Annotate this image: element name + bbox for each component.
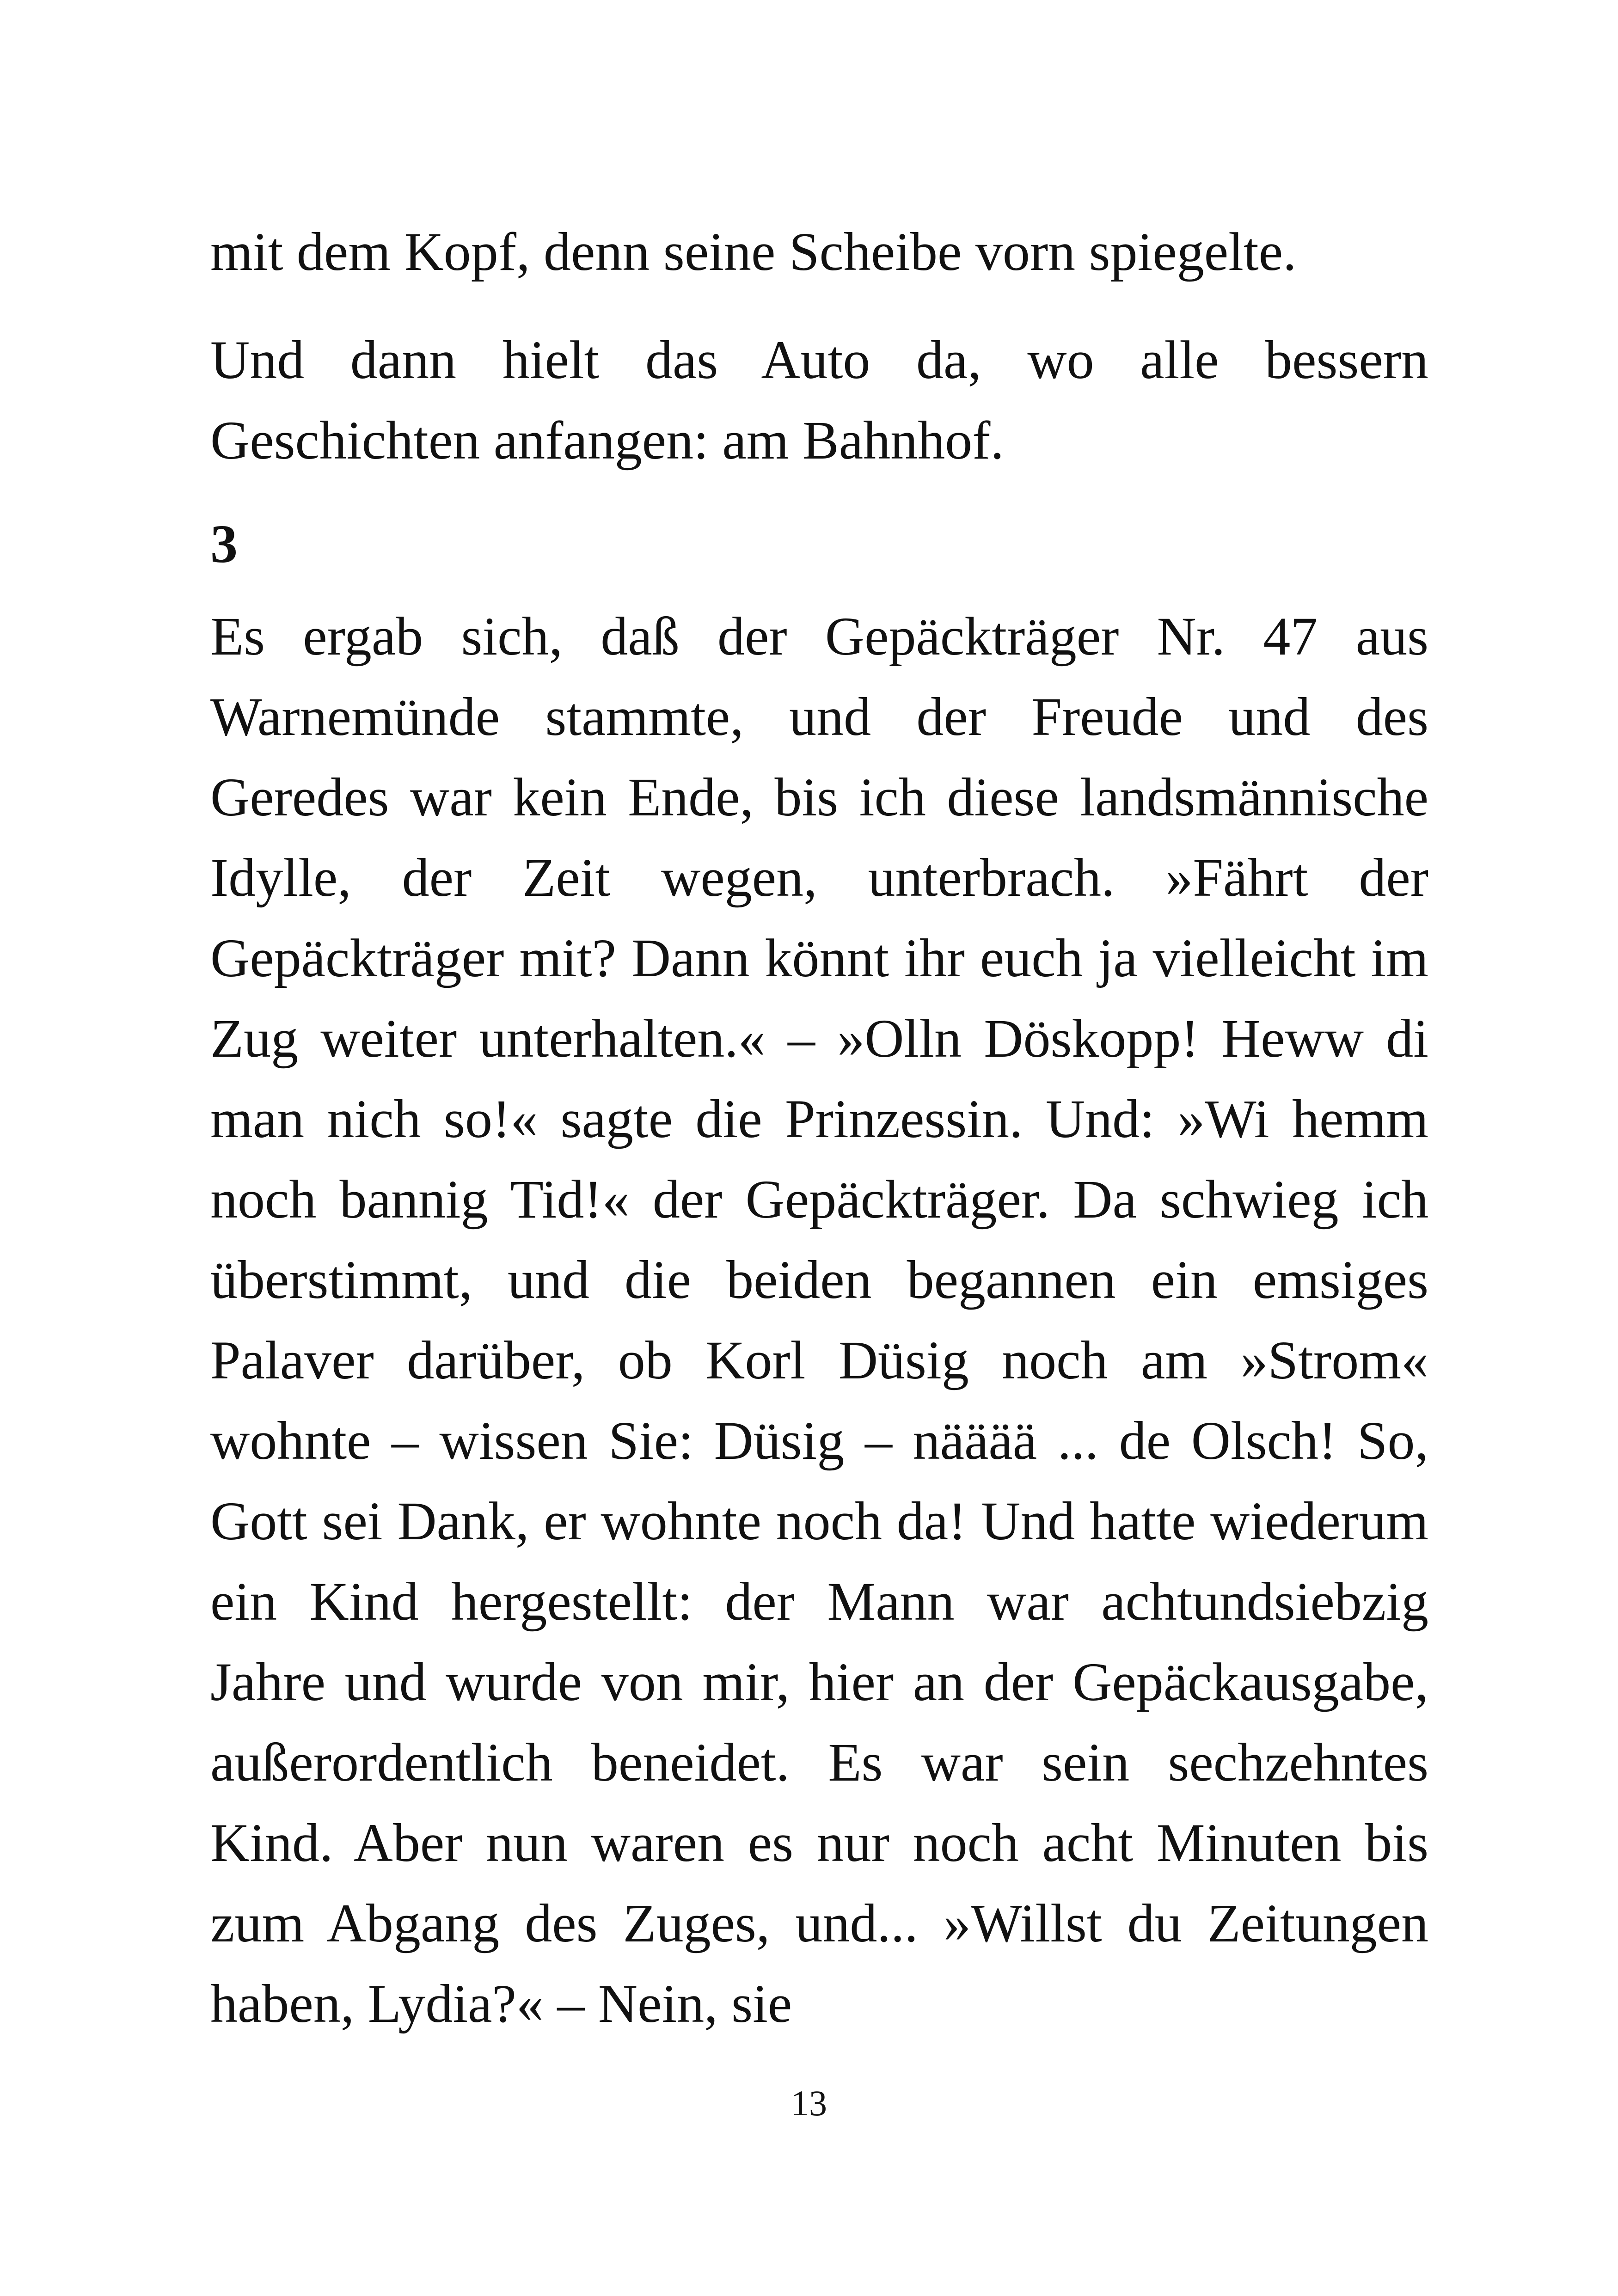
paragraph-continuation: mit dem Kopf, denn seine Scheibe vorn spiegelte. — [210, 221, 1297, 282]
page-number: 13 — [791, 2083, 827, 2123]
chapter-heading: 3 — [210, 514, 238, 574]
paragraph-arrival: Und dann hielt das Auto da, wo alle bessern Geschichten anfangen: am Bahnhof. — [210, 330, 1428, 471]
paragraph-station: Es ergab sich, daß der Gepäckträger Nr. 47 aus Warnemünde stammte, und der Freude und des Geredes war kein Ende, bis ich diese landsmännische Idylle, der Zeit wegen, unterbrach. »Fährt der Gepäckträger mit? Dann könnt ihr euch ja vielleicht im Zug weiter unterhalten.« – »Olln Döskopp! Heww di man nich so!« sagte die Prinzessin. Und: »Wi hemm noch bannig Tid!« der Gepäckträger. Da schwieg ich überstimmt, und die beiden begannen ein emsiges Palaver darüber, ob Korl Düsig noch am »Strom« wohnte – wissen Sie: Düsig – nääää ... de Olsch! So, Gott sei Dank, er wohnte noch da! Und hatte wiederum ein Kind hergestellt: der Mann war achtundsiebzig Jahre und wurde von mir, hier an der Gepäckausgabe, außerordentlich beneidet. Es war sein sechzehntes Kind. Aber nun waren es nur noch acht Minuten bis zum Abgang des Zuges, und... »Willst du Zeitungen haben, Lydia?« – Nein, sie — [210, 606, 1428, 2034]
